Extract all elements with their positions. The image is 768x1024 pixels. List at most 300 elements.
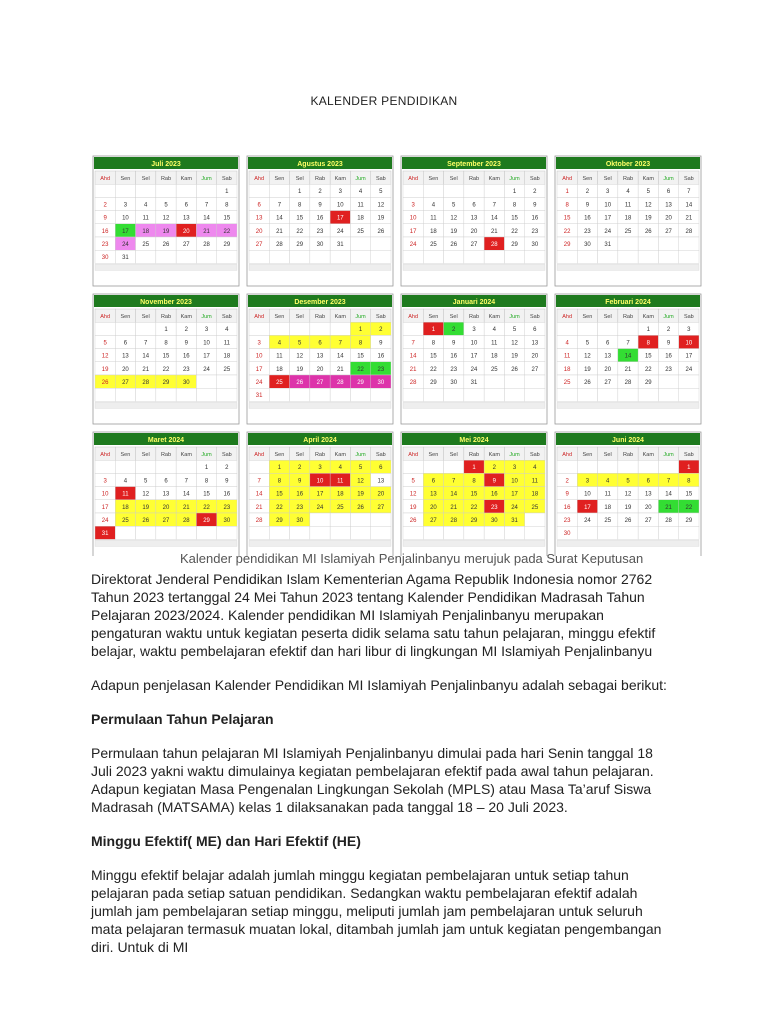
month-title: Juli 2023 bbox=[151, 161, 181, 168]
date-cell bbox=[310, 322, 330, 335]
section-heading-effective-weeks: Minggu Efektif( ME) dan Hari Efektif (HE) bbox=[91, 833, 361, 849]
date-number: 27 bbox=[470, 242, 478, 248]
date-cell bbox=[156, 388, 176, 401]
date-number: 5 bbox=[298, 340, 302, 347]
date-number: 28 bbox=[203, 242, 210, 248]
date-number: 8 bbox=[472, 478, 476, 485]
date-number: 23 bbox=[584, 228, 591, 235]
date-cell bbox=[269, 388, 289, 401]
date-number: 7 bbox=[626, 340, 630, 347]
day-name-label: Kam bbox=[642, 452, 654, 458]
date-cell bbox=[679, 388, 699, 401]
date-number: 29 bbox=[685, 518, 693, 524]
day-name-label: Rab bbox=[468, 452, 480, 458]
date-number: 19 bbox=[624, 504, 632, 511]
month-title: Juni 2024 bbox=[612, 437, 644, 444]
date-cell bbox=[310, 526, 330, 539]
date-number: 15 bbox=[276, 491, 283, 498]
date-number: 29 bbox=[430, 380, 437, 386]
date-number: 16 bbox=[316, 215, 324, 222]
date-number: 15 bbox=[223, 215, 231, 222]
date-number: 16 bbox=[490, 491, 498, 498]
day-name-label: Sen bbox=[274, 452, 285, 458]
date-number: 8 bbox=[358, 340, 363, 347]
date-number: 1 bbox=[164, 327, 168, 334]
date-number: 28 bbox=[142, 380, 150, 386]
date-cell bbox=[598, 460, 618, 473]
day-name-label: Ahd bbox=[408, 452, 419, 458]
date-number: 27 bbox=[162, 518, 170, 524]
day-name-label: Sel bbox=[603, 314, 612, 320]
day-name-label: Kam bbox=[180, 314, 192, 320]
date-number: 21 bbox=[182, 504, 190, 511]
date-cell bbox=[217, 526, 237, 539]
date-number: 9 bbox=[225, 478, 229, 485]
date-cell bbox=[658, 526, 678, 539]
date-cell bbox=[176, 460, 196, 473]
day-name-label: Kam bbox=[642, 176, 654, 182]
date-number: 19 bbox=[644, 215, 652, 222]
date-number: 9 bbox=[184, 340, 188, 347]
date-cell bbox=[423, 388, 443, 401]
date-number: 1 bbox=[565, 189, 569, 196]
date-cell bbox=[290, 388, 310, 401]
date-cell bbox=[464, 526, 484, 539]
date-number: 17 bbox=[316, 491, 324, 498]
day-name-label: Kam bbox=[334, 452, 346, 458]
date-number: 9 bbox=[533, 202, 537, 209]
date-number: 3 bbox=[472, 327, 476, 334]
date-number: 19 bbox=[450, 228, 458, 235]
date-number: 27 bbox=[665, 228, 672, 235]
date-number: 10 bbox=[255, 353, 263, 360]
day-name-label: Jum bbox=[663, 176, 674, 182]
date-number: 4 bbox=[225, 327, 229, 334]
date-number: 28 bbox=[685, 228, 693, 235]
date-number: 10 bbox=[584, 491, 591, 498]
date-number: 17 bbox=[409, 228, 417, 235]
date-number: 22 bbox=[563, 228, 571, 235]
day-name-label: Sel bbox=[603, 176, 612, 182]
date-number: 3 bbox=[123, 202, 128, 209]
date-number: 25 bbox=[142, 242, 150, 248]
date-number: 16 bbox=[531, 215, 539, 222]
day-name-label: Ahd bbox=[100, 176, 111, 182]
day-name-label: Rab bbox=[314, 176, 326, 182]
date-number: 9 bbox=[666, 340, 671, 347]
date-number: 14 bbox=[450, 491, 458, 498]
date-number: 29 bbox=[563, 242, 571, 248]
day-name-label: Sel bbox=[449, 176, 458, 182]
date-cell bbox=[371, 388, 391, 401]
day-name-label: Jum bbox=[509, 314, 520, 320]
date-number: 4 bbox=[565, 340, 569, 347]
date-cell bbox=[423, 526, 443, 539]
date-number: 18 bbox=[357, 215, 364, 222]
date-cell bbox=[577, 526, 597, 539]
date-cell bbox=[290, 526, 310, 539]
date-number: 16 bbox=[296, 491, 304, 498]
date-cell bbox=[557, 388, 577, 401]
date-number: 30 bbox=[296, 518, 304, 524]
date-cell bbox=[658, 237, 678, 250]
date-number: 7 bbox=[492, 202, 496, 209]
date-number: 1 bbox=[225, 189, 229, 196]
date-number: 10 bbox=[511, 478, 518, 485]
date-number: 31 bbox=[101, 531, 109, 538]
date-number: 27 bbox=[644, 518, 652, 524]
date-number: 20 bbox=[531, 353, 539, 360]
date-number: 3 bbox=[318, 465, 322, 472]
date-cell bbox=[95, 184, 115, 197]
date-number: 27 bbox=[377, 504, 385, 511]
date-number: 31 bbox=[511, 518, 518, 524]
date-number: 31 bbox=[604, 242, 612, 248]
date-cell bbox=[577, 250, 597, 263]
date-number: 8 bbox=[431, 340, 436, 347]
date-cell bbox=[249, 250, 269, 263]
date-number: 6 bbox=[123, 340, 128, 347]
date-number: 23 bbox=[377, 366, 385, 373]
date-cell bbox=[249, 184, 269, 197]
day-name-label: Jum bbox=[355, 314, 366, 320]
date-number: 1 bbox=[431, 327, 436, 334]
month-footer bbox=[95, 264, 237, 270]
date-number: 21 bbox=[450, 504, 458, 511]
month-calendar bbox=[555, 294, 701, 424]
date-number: 5 bbox=[646, 189, 650, 196]
date-number: 9 bbox=[452, 340, 456, 347]
date-number: 6 bbox=[646, 478, 650, 485]
date-number: 7 bbox=[687, 189, 691, 196]
day-name-label: Rab bbox=[314, 452, 326, 458]
date-number: 27 bbox=[531, 366, 539, 373]
date-cell bbox=[658, 375, 678, 388]
date-cell bbox=[269, 250, 289, 263]
start-year-paragraph: Permulaan tahun pelajaran MI Islamiyah Penjalinbanyu dimulai pada hari Senin tanggal 18 Juli 2023 yakni waktu dimulainya kegiatan pembelajaran efektif pada awal tahun pelajaran. Adapun kegiatan Masa Pengenalan Lingkungan Sekolah (MPLS) atau Masa Ta’aruf Siswa Madrasah (MATSAMA) kelas 1 dilaksanakan pada tanggal 18 – 20 Juli 2023. bbox=[91, 745, 654, 815]
day-name-label: Rab bbox=[314, 314, 326, 320]
date-cell bbox=[156, 526, 176, 539]
date-cell bbox=[176, 184, 196, 197]
day-name-label: Sab bbox=[375, 452, 386, 458]
date-number: 17 bbox=[511, 491, 518, 498]
date-cell bbox=[269, 526, 289, 539]
date-number: 5 bbox=[585, 340, 590, 347]
date-number: 13 bbox=[430, 491, 437, 498]
date-number: 23 bbox=[563, 518, 571, 524]
date-cell bbox=[290, 322, 310, 335]
date-number: 7 bbox=[411, 340, 415, 347]
date-number: 17 bbox=[122, 228, 129, 235]
date-cell bbox=[525, 513, 545, 526]
date-number: 27 bbox=[604, 380, 612, 386]
date-cell bbox=[95, 322, 115, 335]
date-number: 5 bbox=[411, 478, 415, 485]
date-number: 6 bbox=[666, 189, 671, 196]
date-number: 11 bbox=[276, 353, 283, 360]
month-calendar bbox=[401, 294, 547, 424]
date-number: 30 bbox=[377, 380, 385, 386]
day-name-label: Sab bbox=[221, 314, 232, 320]
day-name-label: Ahd bbox=[562, 176, 573, 182]
date-cell bbox=[525, 388, 545, 401]
date-cell bbox=[444, 526, 464, 539]
date-cell bbox=[350, 388, 370, 401]
day-name-label: Jum bbox=[663, 314, 674, 320]
date-number: 6 bbox=[472, 202, 476, 209]
day-name-label: Rab bbox=[468, 176, 480, 182]
date-number: 30 bbox=[182, 380, 190, 386]
date-number: 9 bbox=[565, 491, 569, 498]
date-number: 27 bbox=[255, 242, 263, 248]
date-cell bbox=[423, 184, 443, 197]
date-number: 21 bbox=[409, 366, 417, 373]
date-cell bbox=[156, 460, 176, 473]
date-number: 27 bbox=[182, 242, 190, 248]
date-number: 26 bbox=[101, 380, 109, 386]
month-footer bbox=[95, 540, 237, 546]
date-number: 14 bbox=[409, 353, 417, 360]
date-number: 8 bbox=[204, 478, 209, 485]
date-number: 25 bbox=[563, 380, 571, 386]
day-name-label: Sen bbox=[120, 176, 131, 182]
date-number: 23 bbox=[665, 366, 672, 373]
date-number: 12 bbox=[162, 215, 170, 222]
date-cell bbox=[618, 322, 638, 335]
day-name-label: Ahd bbox=[100, 314, 111, 320]
date-number: 17 bbox=[470, 353, 478, 360]
date-number: 12 bbox=[377, 202, 385, 209]
date-cell bbox=[403, 250, 423, 263]
day-name-label: Sab bbox=[683, 176, 694, 182]
date-number: 8 bbox=[225, 202, 229, 209]
date-number: 1 bbox=[204, 465, 209, 472]
date-number: 20 bbox=[162, 504, 170, 511]
date-number: 1 bbox=[646, 327, 650, 334]
day-name-label: Sel bbox=[449, 314, 458, 320]
date-number: 22 bbox=[296, 228, 304, 235]
date-number: 17 bbox=[101, 504, 109, 511]
date-cell bbox=[136, 322, 156, 335]
date-cell bbox=[156, 250, 176, 263]
date-number: 21 bbox=[624, 366, 632, 373]
date-number: 28 bbox=[450, 518, 458, 524]
date-number: 11 bbox=[337, 478, 344, 485]
date-number: 19 bbox=[584, 366, 591, 373]
date-number: 13 bbox=[255, 215, 263, 222]
date-cell bbox=[577, 388, 597, 401]
date-number: 11 bbox=[531, 478, 538, 485]
date-cell bbox=[249, 322, 269, 335]
date-number: 13 bbox=[470, 215, 478, 222]
date-cell bbox=[371, 250, 391, 263]
date-cell bbox=[557, 322, 577, 335]
date-cell bbox=[196, 375, 216, 388]
date-number: 12 bbox=[296, 353, 304, 360]
date-cell bbox=[136, 460, 156, 473]
day-name-label: Kam bbox=[334, 176, 346, 182]
date-cell bbox=[464, 184, 484, 197]
date-number: 14 bbox=[336, 353, 344, 360]
date-cell bbox=[658, 460, 678, 473]
day-name-label: Sen bbox=[120, 452, 131, 458]
day-name-label: Kam bbox=[334, 314, 346, 320]
date-number: 13 bbox=[644, 491, 652, 498]
date-number: 12 bbox=[409, 491, 417, 498]
date-number: 20 bbox=[470, 228, 478, 235]
day-name-label: Sen bbox=[582, 314, 593, 320]
date-number: 28 bbox=[276, 242, 283, 248]
day-name-label: Sab bbox=[375, 176, 386, 182]
date-cell bbox=[217, 388, 237, 401]
date-number: 29 bbox=[357, 380, 364, 386]
date-cell bbox=[638, 460, 658, 473]
date-cell bbox=[371, 237, 391, 250]
date-cell bbox=[136, 388, 156, 401]
day-name-label: Kam bbox=[488, 452, 500, 458]
date-cell bbox=[330, 388, 350, 401]
date-number: 31 bbox=[255, 393, 263, 400]
date-cell bbox=[679, 526, 699, 539]
date-number: 12 bbox=[101, 353, 109, 360]
date-number: 25 bbox=[490, 366, 498, 373]
date-number: 18 bbox=[531, 491, 539, 498]
date-cell bbox=[679, 375, 699, 388]
date-number: 27 bbox=[316, 380, 324, 386]
date-number: 3 bbox=[204, 327, 209, 334]
date-number: 16 bbox=[182, 353, 190, 360]
date-number: 30 bbox=[316, 242, 324, 248]
date-number: 11 bbox=[624, 202, 632, 209]
date-number: 14 bbox=[203, 215, 210, 222]
date-number: 18 bbox=[223, 353, 231, 360]
date-number: 2 bbox=[379, 327, 383, 334]
date-number: 7 bbox=[666, 478, 671, 485]
date-cell bbox=[598, 526, 618, 539]
day-name-label: Rab bbox=[160, 452, 172, 458]
day-name-label: Sel bbox=[295, 176, 304, 182]
date-number: 13 bbox=[377, 478, 385, 485]
day-name-label: Sab bbox=[683, 452, 694, 458]
day-name-label: Rab bbox=[622, 176, 634, 182]
date-number: 9 bbox=[379, 340, 383, 347]
date-number: 8 bbox=[565, 202, 569, 209]
date-number: 14 bbox=[665, 491, 672, 498]
date-number: 19 bbox=[357, 491, 364, 498]
date-number: 16 bbox=[563, 504, 571, 511]
month-calendar bbox=[247, 432, 393, 556]
date-number: 9 bbox=[492, 478, 496, 485]
date-number: 25 bbox=[357, 228, 364, 235]
day-name-label: Sel bbox=[141, 452, 150, 458]
date-number: 12 bbox=[644, 202, 652, 209]
date-cell bbox=[504, 375, 524, 388]
date-cell bbox=[598, 250, 618, 263]
date-cell bbox=[464, 388, 484, 401]
date-number: 2 bbox=[298, 465, 302, 472]
date-cell bbox=[658, 388, 678, 401]
month-title: Desember 2023 bbox=[294, 299, 346, 306]
date-number: 24 bbox=[604, 228, 612, 235]
day-name-label: Ahd bbox=[254, 176, 265, 182]
date-number: 6 bbox=[257, 202, 261, 209]
date-number: 20 bbox=[604, 366, 612, 373]
date-number: 15 bbox=[296, 215, 304, 222]
month-title: Agustus 2023 bbox=[297, 161, 343, 168]
date-cell bbox=[371, 526, 391, 539]
date-number: 10 bbox=[122, 215, 129, 222]
month-title: Mei 2024 bbox=[459, 437, 489, 444]
date-number: 20 bbox=[182, 228, 190, 235]
date-number: 3 bbox=[411, 202, 415, 209]
date-cell bbox=[310, 388, 330, 401]
date-cell bbox=[444, 388, 464, 401]
date-cell bbox=[310, 250, 330, 263]
date-number: 25 bbox=[531, 504, 539, 511]
date-number: 11 bbox=[223, 340, 230, 347]
date-number: 21 bbox=[336, 366, 344, 373]
date-number: 15 bbox=[162, 353, 170, 360]
date-number: 29 bbox=[644, 380, 652, 386]
date-cell bbox=[350, 250, 370, 263]
date-number: 24 bbox=[122, 242, 129, 248]
date-cell bbox=[638, 250, 658, 263]
date-number: 26 bbox=[162, 242, 170, 248]
date-number: 19 bbox=[101, 366, 109, 373]
date-number: 18 bbox=[490, 353, 498, 360]
day-name-label: Sel bbox=[141, 314, 150, 320]
date-number: 5 bbox=[626, 478, 630, 485]
day-name-label: Sel bbox=[603, 452, 612, 458]
date-number: 20 bbox=[255, 228, 263, 235]
date-cell bbox=[679, 250, 699, 263]
date-number: 11 bbox=[564, 353, 571, 360]
date-cell bbox=[115, 184, 135, 197]
date-number: 28 bbox=[182, 518, 190, 524]
document-title: KALENDER PENDIDIKAN bbox=[310, 94, 458, 108]
date-number: 18 bbox=[142, 228, 150, 235]
date-number: 13 bbox=[604, 353, 612, 360]
date-number: 26 bbox=[584, 380, 591, 386]
date-number: 15 bbox=[563, 215, 571, 222]
date-cell bbox=[403, 388, 423, 401]
date-number: 21 bbox=[490, 228, 498, 235]
section-heading-start-year: Permulaan Tahun Pelajaran bbox=[91, 711, 274, 727]
date-number: 7 bbox=[452, 478, 456, 485]
date-number: 17 bbox=[203, 353, 210, 360]
date-cell bbox=[249, 526, 269, 539]
month-title: Februari 2024 bbox=[605, 299, 651, 306]
date-number: 29 bbox=[223, 242, 231, 248]
day-name-label: Rab bbox=[160, 176, 172, 182]
date-number: 15 bbox=[470, 491, 478, 498]
date-number: 26 bbox=[511, 366, 518, 373]
date-cell bbox=[330, 513, 350, 526]
date-cell bbox=[156, 184, 176, 197]
date-number: 29 bbox=[162, 380, 170, 386]
date-number: 24 bbox=[203, 366, 210, 373]
date-number: 7 bbox=[257, 478, 261, 485]
date-number: 21 bbox=[665, 504, 672, 511]
date-number: 25 bbox=[122, 518, 129, 524]
date-number: 30 bbox=[490, 518, 498, 524]
date-number: 6 bbox=[606, 340, 610, 347]
date-cell bbox=[269, 322, 289, 335]
date-number: 6 bbox=[318, 340, 322, 347]
date-cell bbox=[95, 460, 115, 473]
date-number: 15 bbox=[685, 491, 693, 498]
day-name-label: Kam bbox=[180, 176, 192, 182]
